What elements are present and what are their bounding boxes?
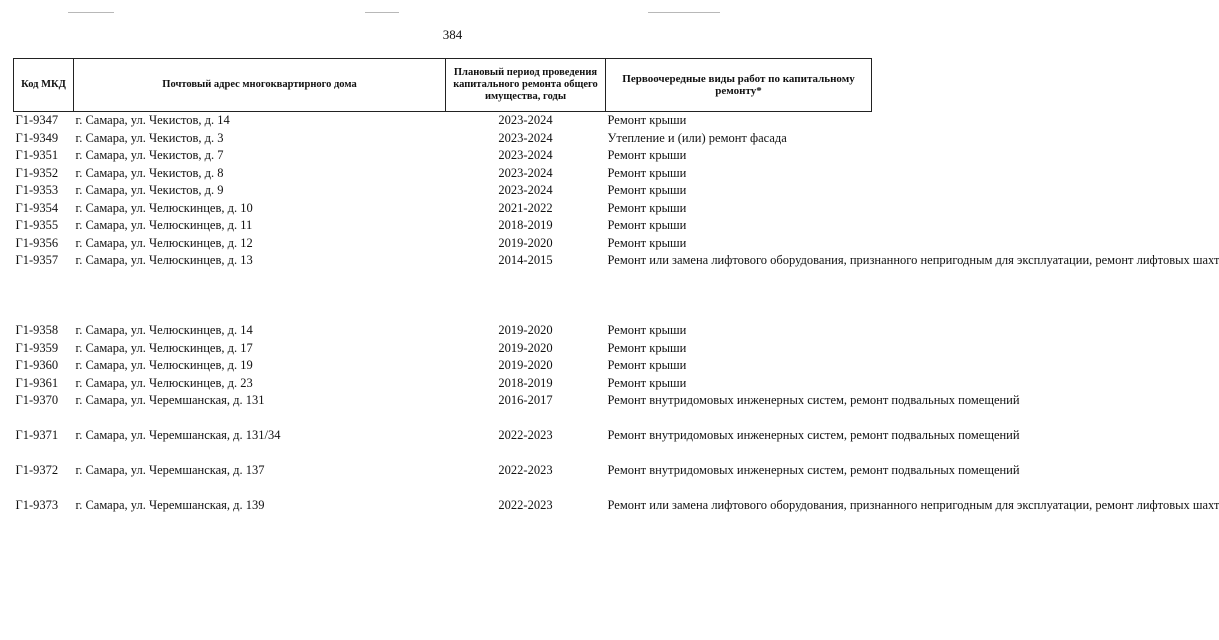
- cell-code: Г1-9372: [15, 463, 59, 477]
- cell-period: 2019-2020: [498, 358, 553, 372]
- cell-period: 2018-2019: [498, 218, 553, 232]
- table-row: [14, 375, 872, 393]
- table-row: [14, 252, 872, 322]
- cell-address: г. Самара, ул. Чекистов, д. 8: [75, 165, 224, 180]
- cell-code: Г1-9359: [15, 340, 59, 355]
- cell-code: Г1-9361: [15, 375, 59, 390]
- table-row: [14, 392, 872, 427]
- table-row: [14, 427, 872, 462]
- table-row: [14, 497, 872, 515]
- cell-period: 2018-2019: [498, 375, 553, 390]
- cell-code: Г1-9371: [15, 428, 59, 442]
- cell-address: г. Самара, ул. Черемшанская, д. 137: [75, 463, 265, 477]
- cell-works: Ремонт крыши: [607, 183, 687, 197]
- cell-works: Ремонт крыши: [607, 340, 687, 355]
- cell-works: Ремонт внутридомовых инженерных систем, ремонт подвальных помещений: [607, 428, 1020, 442]
- cell-period: 2023-2024: [498, 130, 553, 145]
- scan-artifact-left: [68, 12, 114, 13]
- scan-artifact-center: [365, 12, 399, 13]
- cell-works: Ремонт внутридомовых инженерных систем, ремонт подвальных помещений: [607, 463, 1020, 477]
- table-row: [14, 112, 872, 130]
- cell-code: Г1-9360: [15, 358, 59, 372]
- cell-period: 2019-2020: [498, 340, 553, 355]
- cell-address: г. Самара, ул. Черемшанская, д. 139: [75, 498, 265, 512]
- cell-code: Г1-9355: [15, 218, 59, 232]
- table-row: [14, 340, 872, 358]
- cell-period: 2014-2015: [498, 253, 553, 267]
- table-row: [14, 322, 872, 340]
- cell-address: г. Самара, ул. Челюскинцев, д. 17: [75, 340, 253, 355]
- cell-address: г. Самара, ул. Чекистов, д. 14: [75, 113, 230, 127]
- table-row: [14, 217, 872, 235]
- header-address: Почтовый адрес многоквартирного дома: [74, 59, 446, 112]
- cell-address: г. Самара, ул. Челюскинцев, д. 12: [75, 235, 253, 250]
- cell-works: Ремонт крыши: [607, 165, 687, 180]
- cell-address: г. Самара, ул. Черемшанская, д. 131/34: [75, 428, 281, 442]
- cell-address: г. Самара, ул. Чекистов, д. 9: [75, 183, 224, 197]
- cell-address: г. Самара, ул. Челюскинцев, д. 11: [75, 218, 253, 232]
- scan-artifact-right: [648, 12, 720, 13]
- cell-code: Г1-9370: [15, 393, 59, 407]
- cell-period: 2022-2023: [498, 428, 553, 442]
- cell-code: Г1-9353: [15, 183, 59, 197]
- cell-address: г. Самара, ул. Черемшанская, д. 131: [75, 393, 265, 407]
- header-code: Код МКД: [14, 59, 74, 112]
- cell-works: Ремонт крыши: [607, 200, 687, 215]
- cell-works: Ремонт крыши: [607, 148, 687, 162]
- cell-period: 2022-2023: [498, 498, 553, 512]
- table-row: [14, 182, 872, 200]
- cell-code: Г1-9347: [15, 113, 59, 127]
- page-number: 384: [442, 27, 463, 42]
- table-row: [14, 357, 872, 375]
- cell-period: 2019-2020: [498, 323, 553, 337]
- cell-works: Ремонт крыши: [607, 323, 687, 337]
- cell-address: г. Самара, ул. Челюскинцев, д. 13: [75, 253, 253, 267]
- cell-address: г. Самара, ул. Челюскинцев, д. 10: [75, 200, 253, 215]
- cell-works: Ремонт или замена лифтового оборудования, признанного непригодным для эксплуатации, ремонт лифтовых шахт: [607, 253, 1219, 267]
- table-row: [14, 235, 872, 253]
- cell-period: 2016-2017: [498, 393, 553, 407]
- cell-code: Г1-9351: [15, 148, 59, 162]
- cell-code: Г1-9358: [15, 323, 59, 337]
- cell-address: г. Самара, ул. Челюскинцев, д. 14: [75, 323, 253, 337]
- cell-works: Ремонт крыши: [607, 218, 687, 232]
- capital-repair-table: [13, 58, 1219, 515]
- cell-period: 2023-2024: [498, 183, 553, 197]
- cell-code: Г1-9373: [15, 498, 59, 512]
- cell-period: 2019-2020: [498, 235, 553, 250]
- cell-works: Ремонт крыши: [607, 375, 687, 390]
- cell-address: г. Самара, ул. Чекистов, д. 7: [75, 148, 224, 162]
- cell-code: Г1-9356: [15, 235, 59, 250]
- table-row: [14, 200, 872, 218]
- cell-period: 2022-2023: [498, 463, 553, 477]
- cell-address: г. Самара, ул. Чекистов, д. 3: [75, 130, 224, 145]
- cell-period: 2023-2024: [498, 113, 553, 127]
- cell-code: Г1-9352: [15, 165, 59, 180]
- table-row: [14, 147, 872, 165]
- cell-period: 2021-2022: [498, 200, 553, 215]
- cell-code: Г1-9354: [15, 200, 59, 215]
- table-row: [14, 462, 872, 497]
- table-row: [14, 165, 872, 183]
- cell-works: Ремонт крыши: [607, 235, 687, 250]
- cell-works: Ремонт крыши: [607, 358, 687, 372]
- cell-works: Утепление и (или) ремонт фасада: [607, 130, 787, 145]
- cell-address: г. Самара, ул. Челюскинцев, д. 23: [75, 375, 253, 390]
- cell-period: 2023-2024: [498, 148, 553, 162]
- cell-period: 2023-2024: [498, 165, 553, 180]
- cell-code: Г1-9357: [15, 253, 59, 267]
- cell-works: Ремонт крыши: [607, 113, 687, 127]
- header-works: Первоочередные виды работ по капитальному ремонту*: [606, 59, 872, 112]
- cell-works: Ремонт или замена лифтового оборудования, признанного непригодным для эксплуатации, ремонт лифтовых шахт: [607, 498, 1219, 512]
- cell-works: Ремонт внутридомовых инженерных систем, ремонт подвальных помещений: [607, 393, 1020, 407]
- cell-code: Г1-9349: [15, 130, 59, 145]
- header-period: Плановый период проведения капитального ремонта общего имущества, годы: [446, 59, 606, 112]
- table-row: [14, 130, 872, 148]
- table-header-row: [14, 59, 872, 112]
- cell-address: г. Самара, ул. Челюскинцев, д. 19: [75, 358, 253, 372]
